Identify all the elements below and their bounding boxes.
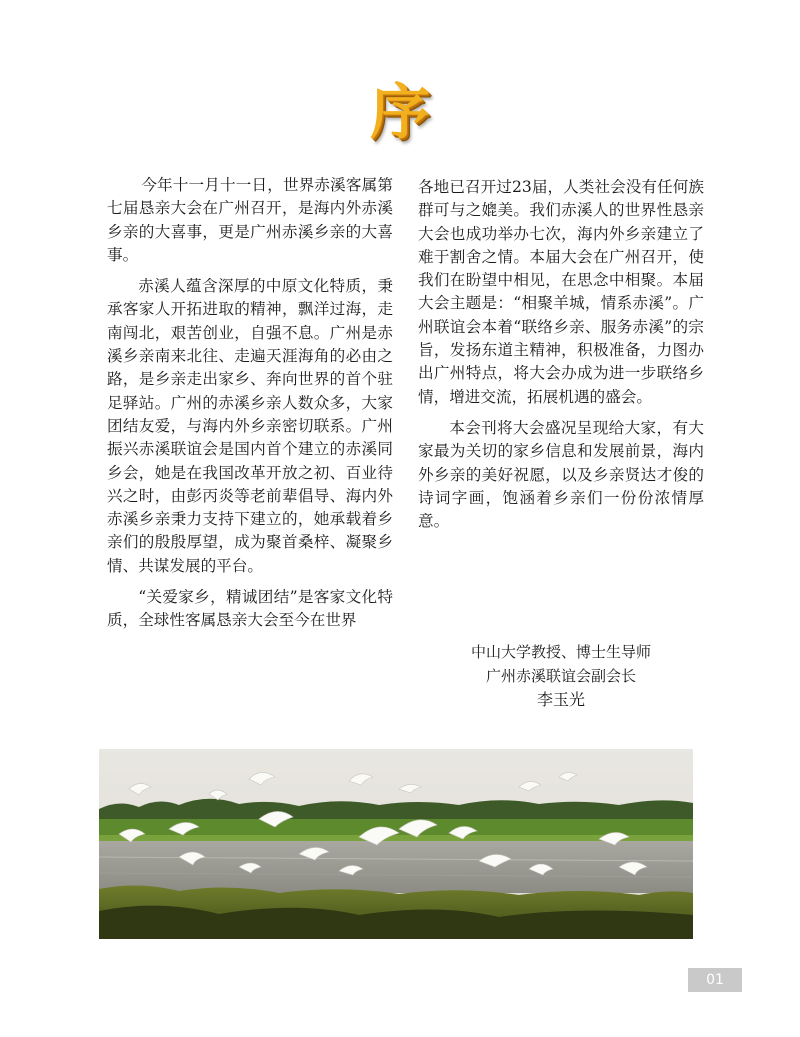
paragraph: 今年十一月十一日，世界赤溪客属第七届恳亲大会在广州召开，是海内外赤溪乡亲的大喜事，更是广州赤溪乡亲的大喜事。: [107, 176, 393, 264]
paragraph: 各地已召开过23届，人类社会没有任何族群可与之媲美。我们赤溪人的世界性恳亲大会也成功举办七次，海内外乡亲建立了难于割舍之情。本届大会在广州召开，使我们在盼望中相见，在思念中相聚。本届大会主题是：“相聚羊城，情系赤溪”。广州联谊会本着“联络乡亲、服务赤溪”的宗旨，发扬东道主精神，积极准备，力图办出广州特点，将大会办成为进一步联络乡情，增进交流，拓展机遇的盛会。: [418, 178, 704, 406]
egrets-photo-illustration: [99, 749, 693, 939]
signature-title: 中山大学教授、博士生导师: [470, 643, 651, 661]
paragraph: 本会刊将大会盛况呈现给大家，有大家最为关切的家乡信息和发展前景，海内外乡亲的美好祝愿，以及乡亲贤达才俊的诗词字画，饱涵着乡亲们一份份浓情厚意。: [418, 418, 704, 531]
signature-position: 广州赤溪联谊会副会长: [485, 667, 636, 685]
paragraph: 赤溪人蕴含深厚的中原文化特质，秉承客家人开拓进取的精神，飘洋过海，走南闯北，艰苦创业，自强不息。广州是赤溪乡亲南来北往、走遍天涯海角的必由之路，是乡亲走出家乡、奔向世界的首个驻足驿站。广州的赤溪乡亲人数众多，大家团结友爱，与海内外乡亲密切联系。广州振兴赤溪联谊会是国内首个建立的赤溪同乡会，她是在我国改革开放之初、百业待兴之时，由彭丙炎等老前辈倡导、海内外赤溪乡亲秉力支持下建立的，她承载着乡亲们的殷殷厚望，成为聚首桑梓、凝聚乡情、共谋发展的平台。: [107, 277, 393, 575]
page-title: 序: [370, 78, 430, 148]
left-column: [107, 174, 393, 641]
egrets-photo: [99, 749, 693, 939]
page-number: 01: [688, 968, 742, 992]
paragraph: “关爱家乡，精诚团结”是客家文化特质，全球性客属恳亲大会至今在世界: [107, 588, 393, 630]
signature-name: 李玉光: [536, 690, 585, 709]
right-column: [418, 176, 704, 541]
signature-block: [418, 640, 704, 712]
